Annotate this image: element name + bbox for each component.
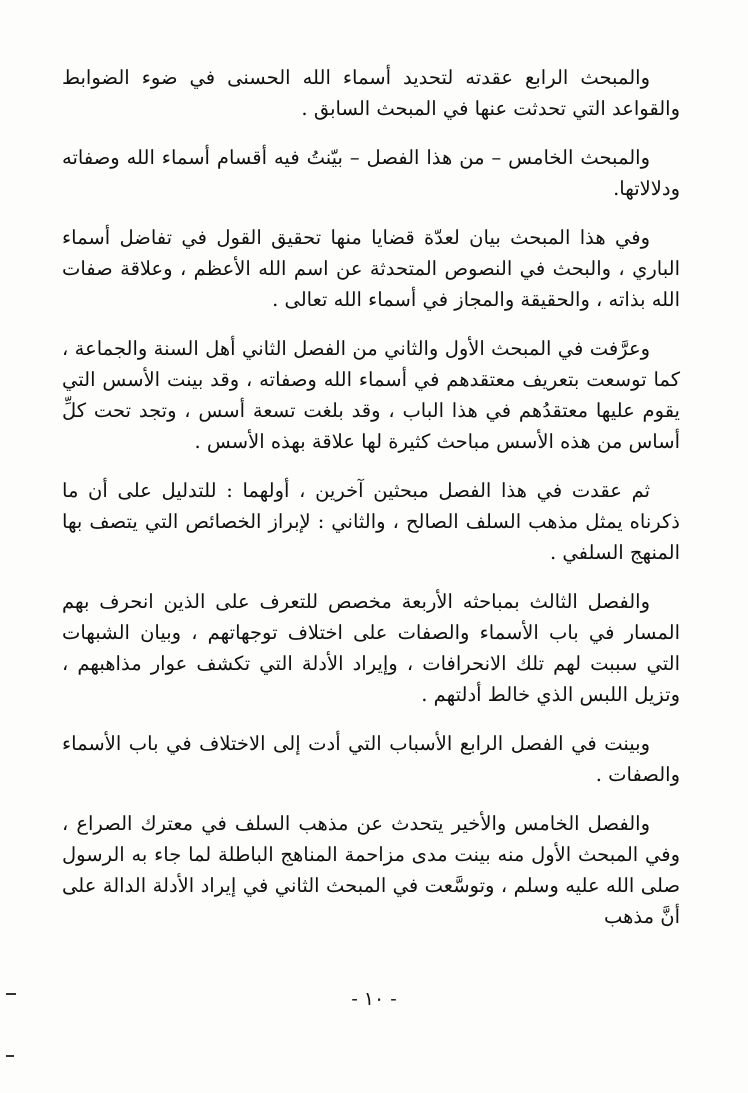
paragraph-8: والفصل الخامس والأخير يتحدث عن مذهب السلف في معترك الصراع ، وفي المبحث الأول منه بينت مدى مزاحمة المناهج الباطلة لما جاء به الرسول صلى الله عليه وسلم ، وتوسَّعت في المبحث الثاني في إيراد الأدلة الدالة على أنَّ مذهب [62, 812, 680, 928]
body-text [62, 62, 680, 950]
paragraph-4: وعرَّفت في المبحث الأول والثاني من الفصل الثاني أهل السنة والجماعة ، كما توسعت بتعريف معتقدهم في أسماء الله وصفاته ، وقد بينت الأسس التي يقوم عليها معتقدُهم في هذا الباب ، وقد بلغت تسعة أسس ، وتجد تحت كلِّ أساس من هذه الأسس مباحث كثيرة لها علاقة بهذه الأسس . [62, 337, 680, 453]
paragraph-3: وفي هذا المبحث بيان لعدّة قضايا منها تحقيق القول في تفاضل أسماء الباري ، والبحث في النصوص المتحدثة عن اسم الله الأعظم ، وعلاقة صفات الله بذاته ، والحقيقة والمجاز في أسماء الله تعالى . [62, 226, 680, 311]
paragraph-6: والفصل الثالث بمباحثه الأربعة مخصص للتعرف على الذين انحرف بهم المسار في باب الأسماء والصفات على اختلاف توجهاتهم ، وبيان الشبهات التي سببت لهم تلك الانحرافات ، وإيراد الأدلة التي تكشف عوار مذاهبهم ، وتزيل اللبس الذي خالط أدلتهم . [62, 590, 680, 706]
scan-edge-mark [6, 993, 16, 995]
paragraph-2: والمبحث الخامس – من هذا الفصل – بيّنتُ فيه أقسام أسماء الله وصفاته ودلالاتها. [62, 146, 680, 200]
scan-edge-mark [6, 1055, 14, 1057]
page-number: - ١٠ - [351, 988, 397, 1010]
paragraph-7: وبينت في الفصل الرابع الأسباب التي أدت إلى الاختلاف في باب الأسماء والصفات . [62, 732, 680, 786]
paragraph-5: ثم عقدت في هذا الفصل مبحثين آخرين ، أولهما : للتدليل على أن ما ذكرناه يمثل مذهب السلف الصالح ، والثاني : لإبراز الخصائص التي يتصف بها المنهج السلفي . [62, 479, 680, 564]
paragraph-1: والمبحث الرابع عقدته لتحديد أسماء الله الحسنى في ضوء الضوابط والقواعد التي تحدثت عنها في المبحث السابق . [62, 66, 680, 120]
